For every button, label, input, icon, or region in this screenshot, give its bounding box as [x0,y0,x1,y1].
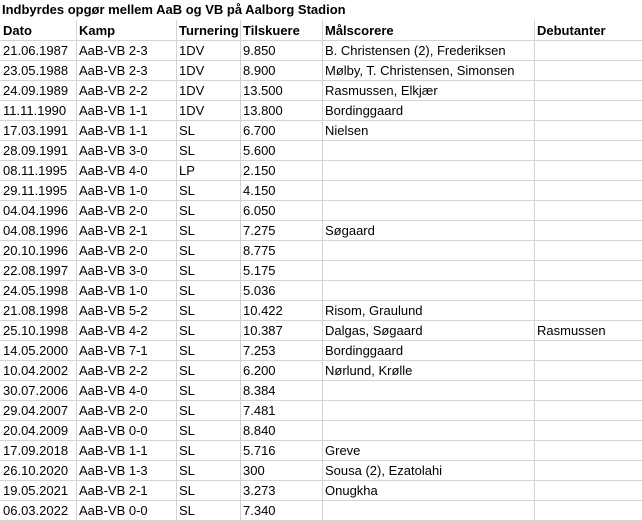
cell-turnering[interactable]: SL [177,281,241,301]
cell-malscorere[interactable]: Greve [323,441,535,461]
cell-tilskuere[interactable]: 8.775 [241,241,323,261]
cell-dato[interactable]: 10.04.2002 [1,361,77,381]
cell-dato[interactable]: 30.07.2006 [1,381,77,401]
cell-malscorere[interactable]: Bordinggaard [323,101,535,121]
matches-table [0,20,642,521]
table-row [1,421,642,441]
cell-tilskuere[interactable]: 9.850 [241,41,323,61]
cell-dato[interactable]: 26.10.2020 [1,461,77,481]
cell-turnering[interactable]: SL [177,461,241,481]
table-row [1,441,642,461]
cell-dato[interactable]: 20.04.2009 [1,421,77,441]
cell-malscorere[interactable] [323,381,535,401]
table-row [1,201,642,221]
cell-kamp[interactable]: AaB-VB 4-2 [77,321,177,341]
cell-turnering[interactable]: 1DV [177,81,241,101]
cell-dato[interactable]: 20.10.1996 [1,241,77,261]
cell-debutanter[interactable] [535,221,642,241]
cell-dato[interactable]: 11.11.1990 [1,101,77,121]
cell-tilskuere[interactable]: 13.800 [241,101,323,121]
cell-turnering[interactable]: SL [177,321,241,341]
cell-kamp[interactable]: AaB-VB 1-3 [77,461,177,481]
cell-tilskuere[interactable]: 6.050 [241,201,323,221]
table-row [1,61,642,81]
cell-tilskuere[interactable]: 5.175 [241,261,323,281]
cell-kamp[interactable]: AaB-VB 2-3 [77,61,177,81]
cell-malscorere[interactable] [323,261,535,281]
cell-debutanter[interactable] [535,161,642,181]
cell-kamp[interactable]: AaB-VB 2-1 [77,221,177,241]
cell-malscorere[interactable] [323,401,535,421]
cell-debutanter[interactable] [535,341,642,361]
cell-debutanter[interactable] [535,281,642,301]
cell-turnering[interactable]: SL [177,261,241,281]
cell-malscorere[interactable] [323,421,535,441]
cell-malscorere[interactable] [323,501,535,521]
cell-tilskuere[interactable]: 8.840 [241,421,323,441]
cell-debutanter[interactable] [535,481,642,501]
table-row [1,381,642,401]
header-debutanter[interactable]: Debutanter [535,21,642,41]
cell-dato[interactable]: 29.04.2007 [1,401,77,421]
table-row [1,281,642,301]
cell-debutanter[interactable] [535,381,642,401]
cell-debutanter[interactable] [535,141,642,161]
cell-kamp[interactable]: AaB-VB 1-1 [77,441,177,461]
cell-debutanter[interactable] [535,401,642,421]
header-dato[interactable]: Dato [1,21,77,41]
cell-tilskuere[interactable]: 3.273 [241,481,323,501]
table-row [1,81,642,101]
cell-debutanter[interactable] [535,41,642,61]
cell-turnering[interactable]: SL [177,221,241,241]
cell-debutanter[interactable] [535,81,642,101]
cell-malscorere[interactable] [323,281,535,301]
cell-dato[interactable]: 04.08.1996 [1,221,77,241]
cell-turnering[interactable]: SL [177,361,241,381]
cell-turnering[interactable]: SL [177,341,241,361]
cell-tilskuere[interactable]: 7.275 [241,221,323,241]
header-kamp[interactable]: Kamp [77,21,177,41]
cell-dato[interactable]: 06.03.2022 [1,501,77,521]
cell-dato[interactable]: 17.03.1991 [1,121,77,141]
table-row [1,301,642,321]
table-row [1,481,642,501]
cell-kamp[interactable]: AaB-VB 2-2 [77,361,177,381]
cell-turnering[interactable]: SL [177,201,241,221]
cell-kamp[interactable]: AaB-VB 3-0 [77,141,177,161]
cell-debutanter[interactable] [535,461,642,481]
cell-turnering[interactable]: SL [177,421,241,441]
cell-turnering[interactable]: LP [177,161,241,181]
cell-malscorere[interactable]: Nørlund, Krølle [323,361,535,381]
cell-tilskuere[interactable]: 6.700 [241,121,323,141]
cell-malscorere[interactable]: Bordinggaard [323,341,535,361]
cell-dato[interactable]: 04.04.1996 [1,201,77,221]
cell-kamp[interactable]: AaB-VB 2-0 [77,241,177,261]
cell-turnering[interactable]: SL [177,241,241,261]
cell-dato[interactable]: 24.09.1989 [1,81,77,101]
cell-kamp[interactable]: AaB-VB 4-0 [77,161,177,181]
cell-turnering[interactable]: SL [177,481,241,501]
cell-debutanter[interactable] [535,441,642,461]
cell-turnering[interactable]: SL [177,401,241,421]
cell-debutanter[interactable] [535,261,642,281]
table-row [1,361,642,381]
cell-tilskuere[interactable]: 6.200 [241,361,323,381]
cell-turnering[interactable]: SL [177,121,241,141]
header-malscorere[interactable]: Målscorere [323,21,535,41]
cell-turnering[interactable]: SL [177,501,241,521]
cell-debutanter[interactable] [535,241,642,261]
cell-kamp[interactable]: AaB-VB 1-1 [77,101,177,121]
table-row [1,461,642,481]
cell-tilskuere[interactable]: 8.384 [241,381,323,401]
cell-debutanter[interactable] [535,421,642,441]
cell-turnering[interactable]: 1DV [177,101,241,121]
header-row [1,21,642,41]
cell-tilskuere[interactable]: 13.500 [241,81,323,101]
header-turnering[interactable]: Turnering [177,21,241,41]
cell-malscorere[interactable] [323,201,535,221]
cell-tilskuere[interactable]: 7.253 [241,341,323,361]
cell-malscorere[interactable] [323,241,535,261]
cell-debutanter[interactable] [535,201,642,221]
cell-tilskuere[interactable]: 10.387 [241,321,323,341]
cell-kamp[interactable]: AaB-VB 3-0 [77,261,177,281]
cell-debutanter[interactable] [535,61,642,81]
cell-debutanter[interactable] [535,101,642,121]
cell-kamp[interactable]: AaB-VB 2-3 [77,41,177,61]
cell-dato[interactable]: 22.08.1997 [1,261,77,281]
cell-malscorere[interactable]: Risom, Graulund [323,301,535,321]
cell-turnering[interactable]: SL [177,301,241,321]
cell-tilskuere[interactable]: 5.716 [241,441,323,461]
cell-malscorere[interactable] [323,141,535,161]
cell-dato[interactable]: 28.09.1991 [1,141,77,161]
cell-turnering[interactable]: SL [177,141,241,161]
cell-kamp[interactable]: AaB-VB 5-2 [77,301,177,321]
table-row [1,221,642,241]
table-row [1,501,642,521]
table-row [1,141,642,161]
cell-malscorere[interactable]: Onugkha [323,481,535,501]
cell-turnering[interactable]: SL [177,181,241,201]
cell-malscorere[interactable] [323,161,535,181]
cell-dato[interactable]: 14.05.2000 [1,341,77,361]
cell-kamp[interactable]: AaB-VB 2-2 [77,81,177,101]
cell-malscorere[interactable]: Sousa (2), Ezatolahi [323,461,535,481]
cell-tilskuere[interactable]: 5.036 [241,281,323,301]
cell-malscorere[interactable]: Dalgas, Søgaard [323,321,535,341]
cell-tilskuere[interactable]: 10.422 [241,301,323,321]
sheet-title[interactable]: Indbyrdes opgør mellem AaB og VB på Aalborg Stadion [2,0,346,20]
cell-malscorere[interactable]: Søgaard [323,221,535,241]
cell-kamp[interactable]: AaB-VB 1-0 [77,281,177,301]
cell-kamp[interactable]: AaB-VB 2-0 [77,201,177,221]
cell-turnering[interactable]: SL [177,441,241,461]
header-tilskuere[interactable]: Tilskuere [241,21,323,41]
cell-tilskuere[interactable]: 8.900 [241,61,323,81]
cell-tilskuere[interactable]: 4.150 [241,181,323,201]
cell-dato[interactable]: 25.10.1998 [1,321,77,341]
table-row [1,181,642,201]
table-row [1,121,642,141]
cell-turnering[interactable]: SL [177,381,241,401]
cell-kamp[interactable]: AaB-VB 0-0 [77,501,177,521]
table-row [1,261,642,281]
cell-kamp[interactable]: AaB-VB 7-1 [77,341,177,361]
cell-dato[interactable]: 08.11.1995 [1,161,77,181]
cell-tilskuere[interactable]: 2.150 [241,161,323,181]
table-row [1,41,642,61]
cell-debutanter[interactable] [535,501,642,521]
table-row [1,341,642,361]
cell-dato[interactable]: 19.05.2021 [1,481,77,501]
cell-malscorere[interactable]: B. Christensen (2), Frederiksen [323,41,535,61]
cell-debutanter[interactable] [535,121,642,141]
cell-malscorere[interactable] [323,181,535,201]
cell-kamp[interactable]: AaB-VB 0-0 [77,421,177,441]
cell-tilskuere[interactable]: 5.600 [241,141,323,161]
table-row [1,101,642,121]
cell-dato[interactable]: 23.05.1988 [1,61,77,81]
cell-kamp[interactable]: AaB-VB 1-0 [77,181,177,201]
cell-debutanter[interactable] [535,181,642,201]
cell-turnering[interactable]: 1DV [177,61,241,81]
cell-debutanter[interactable] [535,361,642,381]
cell-kamp[interactable]: AaB-VB 4-0 [77,381,177,401]
cell-tilskuere[interactable]: 7.481 [241,401,323,421]
cell-debutanter[interactable]: Rasmussen [535,321,642,341]
cell-kamp[interactable]: AaB-VB 1-1 [77,121,177,141]
cell-malscorere[interactable]: Rasmussen, Elkjær [323,81,535,101]
cell-dato[interactable]: 24.05.1998 [1,281,77,301]
cell-malscorere[interactable]: Mølby, T. Christensen, Simonsen [323,61,535,81]
table-row [1,401,642,421]
cell-malscorere[interactable]: Nielsen [323,121,535,141]
cell-kamp[interactable]: AaB-VB 2-1 [77,481,177,501]
cell-tilskuere[interactable]: 300 [241,461,323,481]
cell-dato[interactable]: 17.09.2018 [1,441,77,461]
table-row [1,321,642,341]
table-row [1,241,642,261]
cell-dato[interactable]: 21.06.1987 [1,41,77,61]
cell-debutanter[interactable] [535,301,642,321]
cell-tilskuere[interactable]: 7.340 [241,501,323,521]
cell-dato[interactable]: 29.11.1995 [1,181,77,201]
table-row [1,161,642,181]
cell-dato[interactable]: 21.08.1998 [1,301,77,321]
cell-turnering[interactable]: 1DV [177,41,241,61]
cell-kamp[interactable]: AaB-VB 2-0 [77,401,177,421]
